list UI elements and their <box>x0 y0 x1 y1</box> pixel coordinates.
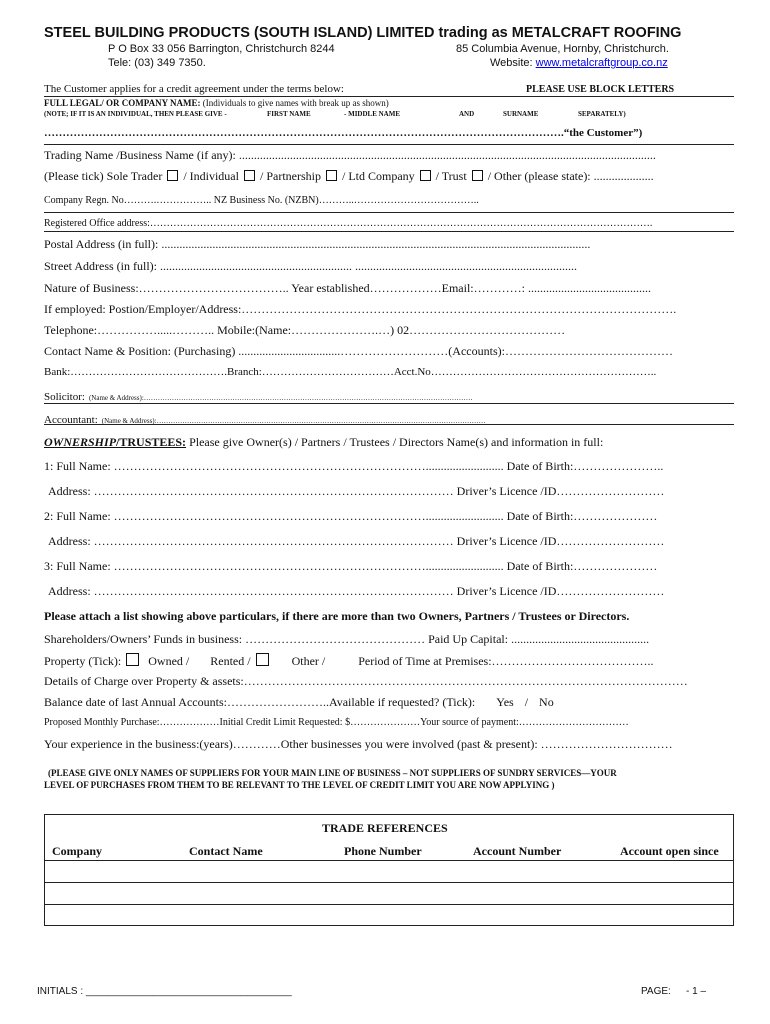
postal-address-field[interactable]: Postal Address (in full): ............................................................................................................................................... <box>44 237 591 251</box>
balance-date-field[interactable]: Balance date of last Annual Accounts:……………………..Available if requested? (Tick): <box>44 695 476 709</box>
street-address-field[interactable]: Street Address (in full): ................................................................ .......................................................................... <box>44 259 577 273</box>
suppliers-note-line1: (PLEASE GIVE ONLY NAMES OF SUPPLIERS FOR YOUR MAIN LINE OF BUSINESS – NOT SUPPLIERS OF SUNDRY SERVICES—YOUR <box>48 768 617 778</box>
legal-name-heading: FULL LEGAL/ OR COMPANY NAME: <box>44 98 201 108</box>
table-row-divider <box>45 860 733 861</box>
entity-type-row <box>44 169 654 184</box>
telephone-field[interactable]: Telephone:…………….....……….. Mobile:(Name:………………….…) 02………………………………… <box>44 323 566 337</box>
owner-2-address-field[interactable]: Address: ……………………………………………………………………………… Driver’s Licence /ID……………………… <box>48 534 665 548</box>
and-label: AND <box>459 110 475 118</box>
ltd-company-label: / Ltd Company <box>341 169 415 183</box>
ltd-company-checkbox[interactable] <box>420 170 431 181</box>
company-regn-field[interactable]: Company Regn. No……….…………….. NZ Business No. (NZBN)………..……………………………….. <box>44 195 479 206</box>
trust-label: / Trust <box>435 169 467 183</box>
divider <box>44 96 734 97</box>
note-prefix: (NOTE; IF IT IS AN INDIVIDUAL, THEN PLEASE GIVE - <box>44 110 227 118</box>
property-owned-checkbox[interactable] <box>126 653 139 666</box>
property-rented-checkbox[interactable] <box>256 653 269 666</box>
middle-name-label: - MIDDLE NAME <box>344 110 400 118</box>
owner-1-name-field[interactable]: 1: Full Name: …………………………………………………………………….......................... Date of Birth:………………….. <box>44 459 664 473</box>
owned-label: Owned / <box>148 654 190 668</box>
yes-option[interactable]: Yes <box>496 695 514 709</box>
trading-name-field[interactable]: Trading Name /Business Name (if any): ........................................................................................................................................... <box>44 148 656 162</box>
block-letters-note: PLEASE USE BLOCK LETTERS <box>526 84 675 95</box>
period-at-premises-field[interactable]: Period of Time at Premises:………………………………….. <box>358 654 654 668</box>
divider <box>44 212 734 213</box>
first-name-label: FIRST NAME <box>267 110 311 118</box>
telephone-number: Tele: (03) 349 7350. <box>108 57 206 69</box>
property-row <box>44 653 654 669</box>
individual-checkbox[interactable] <box>244 170 255 181</box>
trade-references-title: TRADE REFERENCES <box>322 821 448 835</box>
registered-office-field[interactable]: Registered Office address:……………………………………………………………………………………………………………………………………. <box>44 218 653 229</box>
owner-1-address-field[interactable]: Address: ……………………………………………………………………………… Driver’s Licence /ID……………………… <box>48 484 665 498</box>
divider <box>44 424 734 425</box>
no-option[interactable]: No <box>539 695 554 709</box>
column-company: Company <box>52 844 103 858</box>
suppliers-note-line2: LEVEL OF PURCHASES FROM THEM TO BE RELEVANT TO THE LEVEL OF CREDIT LIMIT YOU ARE NOW APPLYING ) <box>44 780 555 790</box>
divider <box>44 231 734 232</box>
solicitor-field[interactable]: (Name & Address):…………………………………………………………………………………………………………………………… <box>88 394 473 402</box>
partnership-label: / Partnership <box>259 169 321 183</box>
trade-references-table <box>44 814 734 926</box>
surname-label: SURNAME <box>503 110 539 118</box>
applies-text: The Customer applies for a credit agreement under the terms below: <box>44 83 344 95</box>
street-address: 85 Columbia Avenue, Hornby, Christchurch. <box>456 43 669 55</box>
customer-name-field[interactable]: …………………………………………………………………………………………………………………………….“the Customer”) <box>44 127 643 139</box>
legal-name-label <box>44 98 389 108</box>
experience-field[interactable]: Your experience in the business:(years)…………Other businesses you were involved (past & present): …………………………… <box>44 737 673 751</box>
separately-label: SEPARATELY) <box>578 110 626 118</box>
balance-date-row <box>44 695 554 710</box>
contact-name-field[interactable]: Contact Name & Position: (Purchasing) ..................................………………………(Accounts):…………………………………… <box>44 344 673 358</box>
sole-trader-checkbox[interactable] <box>167 170 178 181</box>
column-contact-name: Contact Name <box>189 844 263 858</box>
accountant-field[interactable]: (Name & Address):…………………………………………………………………………………………………………………………… <box>101 417 486 425</box>
table-row[interactable] <box>45 904 733 926</box>
column-phone-number: Phone Number <box>344 844 422 858</box>
accountant-row[interactable] <box>44 410 486 428</box>
partnership-checkbox[interactable] <box>326 170 337 181</box>
page-number: - 1 – <box>686 986 707 997</box>
column-account-open-since: Account open since <box>620 844 719 858</box>
other-property-label: Other / <box>291 654 326 668</box>
nature-of-business-field[interactable]: Nature of Business:……………………………….. Year established………………Email:…………: ......................................... <box>44 281 651 295</box>
po-box: P O Box 33 056 Barrington, Christchurch 8244 <box>108 43 335 55</box>
ownership-title: OWNERSHIP <box>44 435 117 449</box>
owner-3-name-field[interactable]: 3: Full Name: …………………………………………………………………….......................... Date of Birth:………………… <box>44 559 658 573</box>
divider <box>44 144 734 145</box>
column-account-number: Account Number <box>473 844 562 858</box>
attach-list-note: Please attach a list showing above particulars, if there are more than two Owners, Partners / Trustees or Directors. <box>44 609 630 623</box>
trustees-title: /TRUSTEES: <box>116 435 187 449</box>
individual-label: / Individual <box>183 169 239 183</box>
page-label: PAGE: <box>641 986 671 997</box>
table-row[interactable] <box>45 882 733 905</box>
employment-field[interactable]: If employed: Postion/Employer/Address:………………………………………………………………………………………………. <box>44 302 677 316</box>
accountant-label: Accountant: <box>44 414 98 426</box>
proposed-purchase-field[interactable]: Proposed Monthly Purchase:………………Initial Credit Limit Requested: $…………………Your source of payment:…………………………… <box>44 717 629 728</box>
sole-trader-label: (Please tick) Sole Trader <box>44 169 163 183</box>
owner-2-name-field[interactable]: 2: Full Name: …………………………………………………………………….......................... Date of Birth:………………… <box>44 509 658 523</box>
trust-checkbox[interactable] <box>472 170 483 181</box>
owner-3-address-field[interactable]: Address: ……………………………………………………………………………… Driver’s Licence /ID……………………… <box>48 584 665 598</box>
solicitor-label: Solicitor: <box>44 391 85 403</box>
initials-field[interactable]: INITIALS : _____________________________________ <box>37 986 292 997</box>
company-title: STEEL BUILDING PRODUCTS (SOUTH ISLAND) LIMITED trading as METALCRAFT ROOFING <box>44 25 682 41</box>
website <box>490 57 668 69</box>
legal-name-note: (Individuals to give names with break up as shown) <box>202 98 389 108</box>
rented-label: Rented / <box>210 654 251 668</box>
charge-details-field[interactable]: Details of Charge over Property & assets:………………………………………………………………………………………………… <box>44 674 688 688</box>
website-label: Website: <box>490 57 536 69</box>
property-label: Property (Tick): <box>44 654 122 668</box>
owners-funds-field[interactable]: Shareholders/Owners’ Funds in business: ……………………………………… Paid Up Capital: .............................................. <box>44 632 650 646</box>
other-entity-field[interactable]: / Other (please state): .................... <box>487 169 654 183</box>
divider <box>44 403 734 404</box>
bank-field[interactable]: Bank:…………………………………….Branch:………………………………Acct.No…………………………………………………….. <box>44 366 657 378</box>
ownership-instruction: Please give Owner(s) / Partners / Trustees / Directors Name(s) and information in full: <box>186 435 604 449</box>
ownership-heading <box>44 435 603 450</box>
website-link[interactable]: www.metalcraftgroup.co.nz <box>535 57 668 69</box>
option-separator: / <box>524 695 529 709</box>
